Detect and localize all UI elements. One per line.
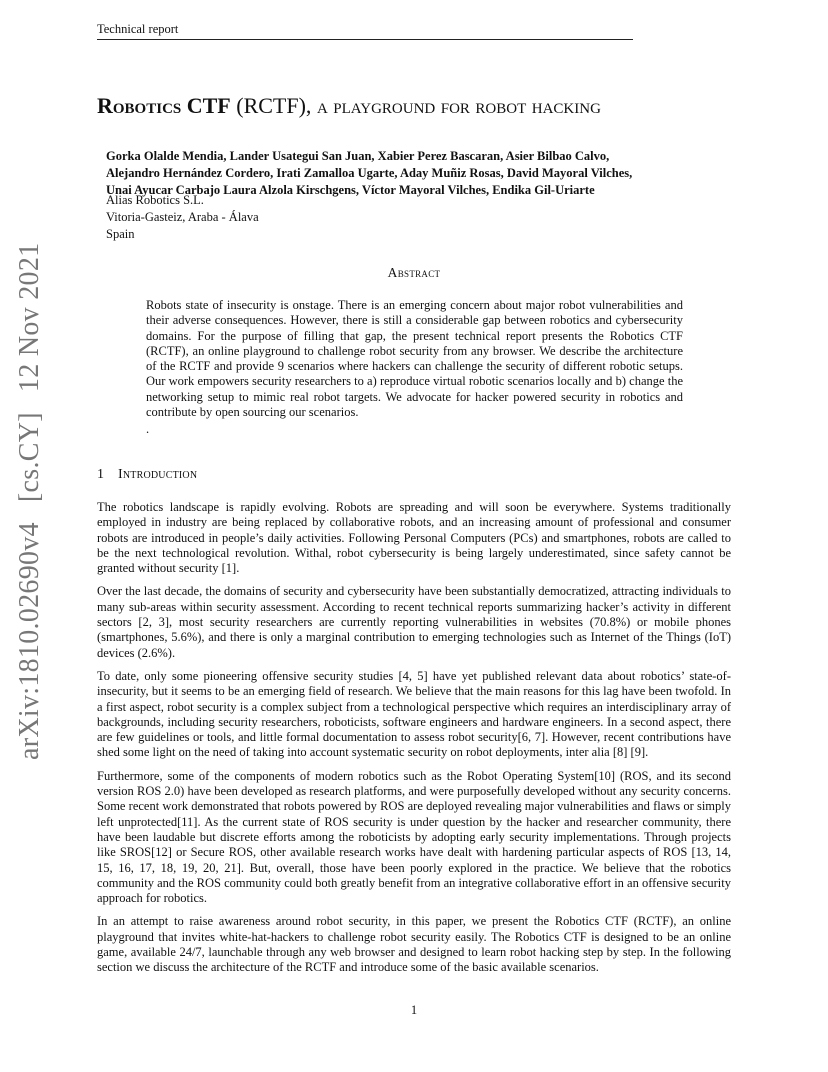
section-heading-introduction (97, 467, 197, 483)
paragraph-2: Over the last decade, the domains of security and cybersecurity have been substantially democratized, attracting individuals to many sub-areas within security assessment. According to recent technical reports summarizing hacker’s activity in different sectors [2, 3], most security researchers are currently reporting vulnerabilities in websites (70.8%) or mobile phones (smartphones, 5.6%), and there is only a marginal contribution to emerging technologies such as Internet of the Things (IoT) devices (2.6%). (97, 584, 731, 660)
arxiv-id: arXiv:1810.02690v4 (14, 522, 45, 760)
paragraph-5: In an attempt to raise awareness around robot security, in this paper, we present the Robotics CTF (RCTF), an online playground that invites white-hat-hackers to challenge robot security easily. The Robotics CTF is designed to be an online game, available 24/7, launchable through any web browser and designed to learn robot hacking step by step. In the following section we discuss the architecture of the RCTF and introduce some of the basic available scenarios. (97, 914, 731, 975)
title-part-2: (RCTF), (230, 93, 317, 118)
title-part-3: a playground for robot hacking (316, 93, 601, 118)
abstract-text: Robots state of insecurity is onstage. There is an emerging concern about major robot vulnerabilities and their adverse consequences. However, there is still a considerable gap between robotics and cybersecurity domains. For the purpose of filling that gap, the present technical report presents the Robotics CTF (RCTF), an online playground to challenge robot security from any browser. We describe the architecture of the RCTF and provide 9 scenarios where hackers can challenge the security of different robotic setups. Our work empowers security researchers to a) reproduce virtual robotic scenarios locally and b) change the networking setup to mimic real robot targets. We advocate for hacker powered security in robotics and contribute by open sourcing our scenarios. (146, 298, 683, 420)
paragraph-4: Furthermore, some of the components of modern robotics such as the Robot Operating System[10] (ROS, and its second version ROS 2.0) have been developed as research platforms, and were purposefully developed without any security concerns. Some recent work demonstrated that robots powered by ROS are deployed revealing major vulnerabilities and flaws or simply left unprotected[11]. As the current state of ROS security is under question by the hacker and researcher community, there have been laudable but discrete efforts among the roboticists by adopting early security implementations. Through projects like SROS[12] or Secure ROS, other available research works have dealt with hardening particular aspects of ROS [13, 14, 15, 16, 17, 18, 19, 20, 21]. But, overall, those have been poorly explored in the practice. We believe that the robotics community and the ROS community could both greatly benefit from an integrative collaborative effort in an offensive security approach for robotics. (97, 768, 731, 906)
running-header: Technical report (97, 22, 633, 40)
author-line-1: Gorka Olalde Mendia, Lander Usategui San Juan, Xabier Perez Bascaran, Asier Bilbao Calvo, (106, 149, 610, 163)
author-line-2: Alejandro Hernández Cordero, Irati Zamalloa Ugarte, Aday Muñiz Rosas, David Mayoral Vilches, (106, 166, 633, 180)
affiliation (106, 192, 259, 243)
page-number: 1 (410, 1003, 418, 1017)
author-line-3: Unai Ayucar Carbajo Laura Alzola Kirschgens, Víctor Mayoral Vilches, Endika Gil-Uriarte (106, 183, 595, 197)
affiliation-city: Vitoria-Gasteiz, Araba - Álava (106, 210, 259, 224)
arxiv-category: [cs.CY] (14, 412, 45, 503)
abstract-heading: Abstract (387, 265, 441, 280)
abstract-trailing-dot: . (146, 422, 150, 436)
arxiv-date: 12 Nov 2021 (14, 242, 45, 393)
section-title: Introduction (118, 467, 198, 482)
introduction-body (97, 500, 731, 984)
title-part-1: Robotics CTF (97, 93, 231, 118)
paragraph-1: The robotics landscape is rapidly evolving. Robots are spreading and will soon be everywhere. Systems traditionally employed in industry are being replaced by collaborative robots, and an increasing amount of professional and consumer robots are introduced in people’s daily activities. Following Personal Computers (PCs) and smartphones, robots are called to be the next technological revolution. Withal, robot cybersecurity is being largely underestimated, since safety cannot be granted without security [1]. (97, 500, 731, 576)
paragraph-3: To date, only some pioneering offensive security studies [4, 5] have yet published relevant data about robotics’ state-of-insecurity, but it seems to be an emerging field of research. We believe that the main reasons for this lag have been twofold. In a first aspect, robot security is a complex subject from a technological perspective which requires an interdisciplinary array of backgrounds, including security researchers, roboticists, software engineers and hardware engineers. In a second aspect, there are few guidelines or tools, and little formal documentation to assess robot security[6, 7]. However, recent contributions have shed some light on the need of taking into account systematic security on robot deployments, inter alia [8] [9]. (97, 668, 731, 760)
affiliation-country: Spain (106, 227, 135, 241)
paper-title (97, 93, 757, 119)
section-number: 1 (97, 467, 104, 482)
arxiv-sidebar-stamp (14, 223, 46, 760)
affiliation-org: Alias Robotics S.L. (106, 193, 204, 207)
